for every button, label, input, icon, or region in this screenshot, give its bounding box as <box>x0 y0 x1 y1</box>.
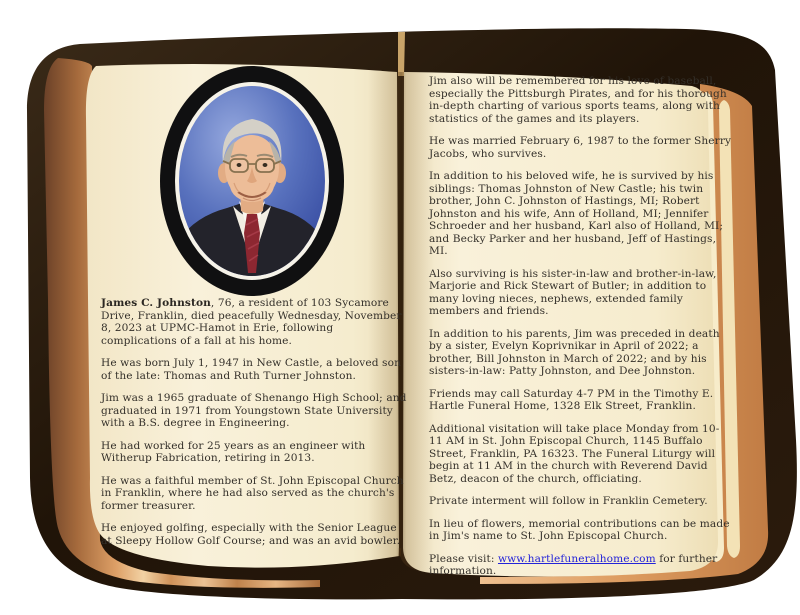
obit-paragraph: He was married February 6, 1987 to the former Sherry Jacobs, who survives. <box>429 135 732 160</box>
obit-paragraph: He was born July 1, 1947 in New Castle, a beloved son of the late: Thomas and Ruth Turner Johnston. <box>101 357 401 382</box>
obit-paragraph: He had worked for 25 years as an engineer with Witherup Fabrication, retiring in 2013. <box>101 439 366 464</box>
obit-paragraph: In addition to his parents, Jim was preceded in death by a sister, Evelyn Koprivnikar in April of 2022; a brother, Bill Johnston in March of 2022; and by his sisters-in-law: Patty Johnston, and Dee Johnston. <box>429 327 720 377</box>
deceased-name: James C. Johnston <box>101 297 211 309</box>
obit-paragraph: He was a faithful member of St. John Episcopal Church in Franklin, where he had also served as the church's former treasurer. <box>101 474 404 512</box>
obit-paragraph: He enjoyed golfing, especially with the Senior League at Sleepy Hollow Golf Course; and was an avid bowler. <box>101 522 401 547</box>
obit-intro-paragraph: James C. Johnston, 76, a resident of 103 Sycamore Drive, Franklin, died peacefully Wednesday, November 8, 2023 at UPMC-Hamot in Erie, following complications of a fall at his home. <box>101 297 402 347</box>
obit-paragraph: Friends may call Saturday 4-7 PM in the Timothy E. Hartle Funeral Home, 1328 Elk Street, Franklin. <box>429 387 714 412</box>
obit-paragraph: Private interment will follow in Franklin Cemetery. <box>429 495 708 507</box>
portrait-photo <box>159 65 345 297</box>
obit-paragraph: Jim also will be remembered for his love of baseball, especially the Pittsburgh Pirates, and for his thorough in-depth charting of various sports teams, along with statistics of the games and its players. <box>429 75 727 125</box>
right-page-text <box>429 75 733 588</box>
obit-closing-paragraph: Please visit: www.hartlefuneralhome.com for further information. <box>429 552 718 577</box>
funeral-home-link[interactable]: www.hartlefuneralhome.com <box>497 552 656 565</box>
bookmark-ribbon <box>398 32 405 76</box>
obit-paragraph: In addition to his beloved wife, he is survived by his siblings: Thomas Johnston of New Castle; his twin brother, John C. Johnston of Hastings, MI; Robert Johnston and his wife, Ann of Holland, MI; Jennifer Schroeder and her husband, Karl also of Holland, MI; and Becky Parker and her husband, Jeff of Hastings, MI. <box>429 170 723 257</box>
left-page-text <box>101 297 407 557</box>
obit-paragraph: Jim was a 1965 graduate of Shenango High School; and graduated in 1971 from Youngstown State University with a B.S. degree in Engineering. <box>101 392 407 429</box>
obit-paragraph: Additional visitation will take place Monday from 10-11 AM in St. John Episcopal Church, 1145 Buffalo Street, Franklin, PA 16323. The Funeral Liturgy will begin at 11 AM in the church with Reverend David Betz, deacon of the church, officiating. <box>429 422 720 485</box>
obit-paragraph: Also surviving is his sister-in-law and brother-in-law, Marjorie and Rick Stewart of Butler; in addition to many loving nieces, nephews, extended family members and friends. <box>429 267 717 317</box>
obit-paragraph: In lieu of flowers, memorial contributions can be made in Jim's name to St. John Episcopal Church. <box>429 517 730 542</box>
